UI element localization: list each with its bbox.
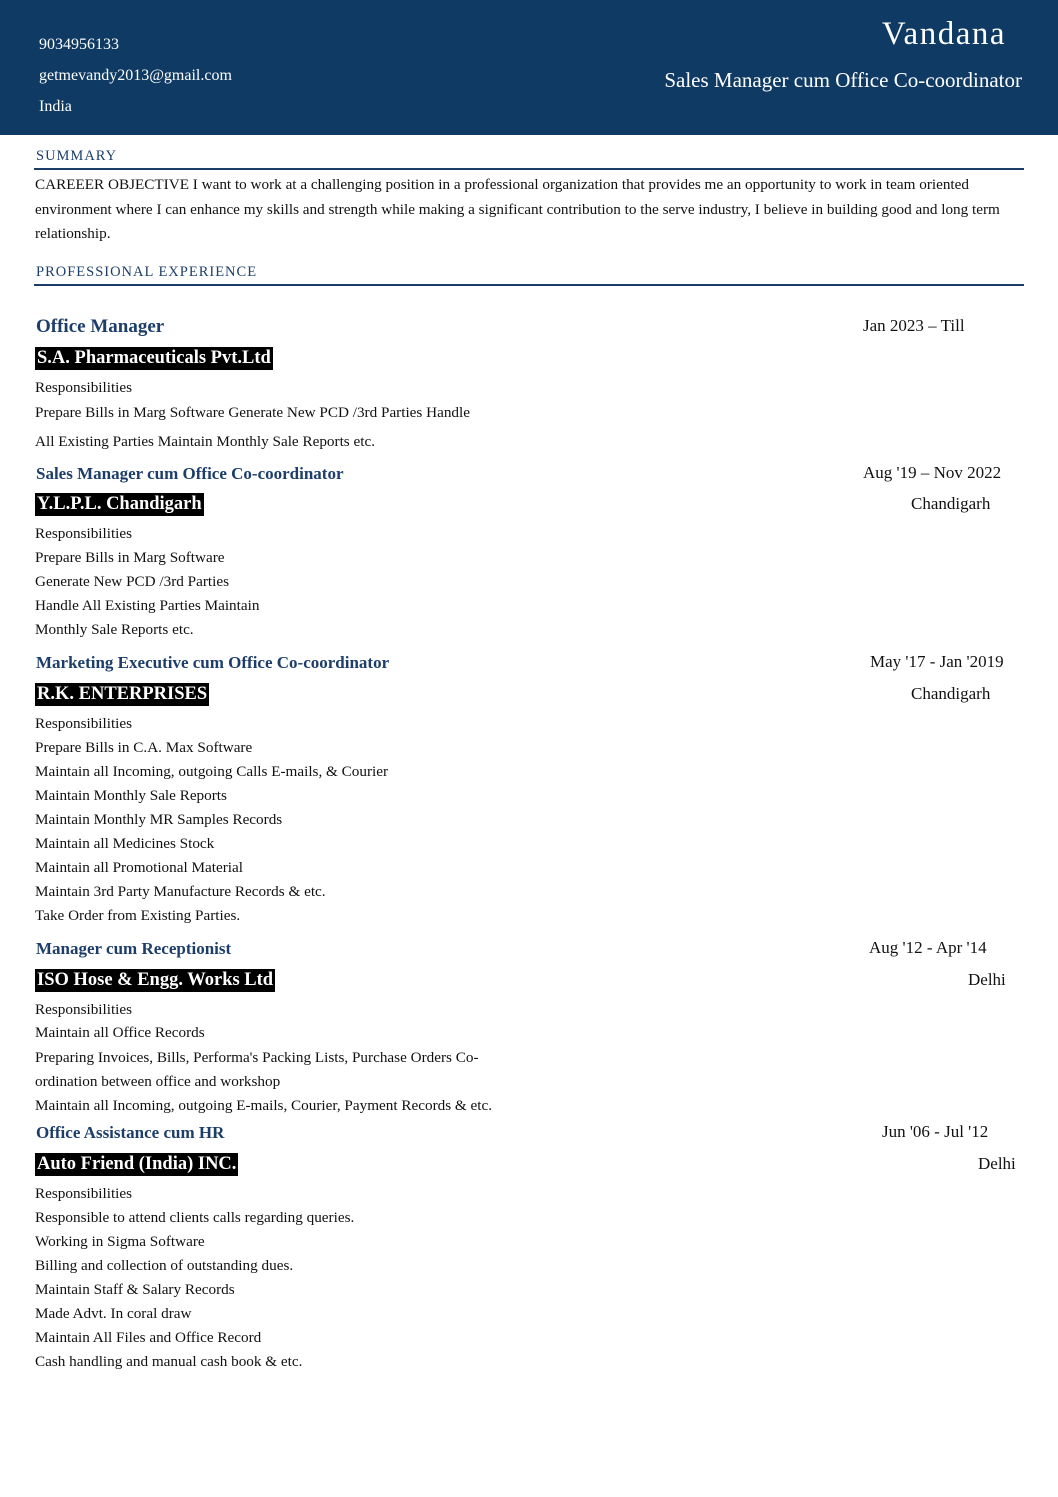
job-line: Handle All Existing Parties Maintain <box>35 597 260 614</box>
job-dates: Aug '19 – Nov 2022 <box>863 463 1002 482</box>
experience-divider <box>34 284 1024 286</box>
job-line: Responsibilities <box>35 1185 133 1202</box>
job-line: Cash handling and manual cash book & etc. <box>35 1353 303 1370</box>
company-name: ISO Hose & Engg. Works Ltd <box>37 970 274 990</box>
job-title: Marketing Executive cum Office Co-coordinator <box>36 653 390 672</box>
job-location: Delhi <box>978 1154 1016 1173</box>
candidate-role: Sales Manager cum Office Co-coordinator <box>664 68 1022 92</box>
job-dates: Jun '06 - Jul '12 <box>882 1122 989 1141</box>
summary-divider <box>34 168 1024 170</box>
job-line: Monthly Sale Reports etc. <box>35 621 194 638</box>
experience-heading: PROFESSIONAL EXPERIENCE <box>36 264 258 280</box>
job-line: Maintain all Incoming, outgoing Calls E-mails, & Courier <box>35 763 389 780</box>
job-line: Prepare Bills in Marg Software <box>35 549 225 566</box>
job-line: Maintain All Files and Office Record <box>35 1329 262 1346</box>
candidate-name: Vandana <box>881 16 1006 52</box>
email-address: getmevandy2013@gmail.com <box>39 67 232 84</box>
job-line: Responsibilities <box>35 379 133 396</box>
job-dates: Aug '12 - Apr '14 <box>869 938 987 957</box>
job-line: All Existing Parties Maintain Monthly Sale Reports etc. <box>35 433 375 450</box>
resume-header <box>0 0 1058 135</box>
job-title: Manager cum Receptionist <box>36 939 232 958</box>
job-line: Responsibilities <box>35 715 133 732</box>
job-title: Office Assistance cum HR <box>36 1123 225 1142</box>
job-line: Preparing Invoices, Bills, Performa's Packing Lists, Purchase Orders Co- <box>35 1049 479 1066</box>
job-line: Maintain 3rd Party Manufacture Records & etc. <box>35 883 326 900</box>
job-line: Billing and collection of outstanding dues. <box>35 1257 294 1274</box>
company-name: R.K. ENTERPRISES <box>37 684 208 704</box>
job-dates: May '17 - Jan '2019 <box>870 652 1004 671</box>
job-line: Responsible to attend clients calls regarding queries. <box>35 1209 355 1226</box>
job-location: Delhi <box>968 970 1006 989</box>
job-line: ordination between office and workshop <box>35 1073 281 1090</box>
summary-heading: SUMMARY <box>36 148 118 164</box>
job-line: Maintain all Promotional Material <box>35 859 243 876</box>
job-dates: Jan 2023 – Till <box>863 316 965 335</box>
job-title: Office Manager <box>36 316 165 337</box>
phone-number: 9034956133 <box>39 36 119 53</box>
job-line: Prepare Bills in Marg Software Generate New PCD /3rd Parties Handle <box>35 404 470 421</box>
job-location: Chandigarh <box>911 494 991 513</box>
summary-text: CAREEER OBJECTIVE I want to work at a challenging position in a professional organization that provides me an opportunity to work in team oriented environment where I can enhance my skills and strength while making a significant contribution to the serve industry, I believe in building good and long term relationship. <box>35 176 1000 242</box>
job-line: Generate New PCD /3rd Parties <box>35 573 230 590</box>
job-line: Working in Sigma Software <box>35 1233 205 1250</box>
job-title: Sales Manager cum Office Co-coordinator <box>36 464 344 483</box>
job-line: Maintain all Medicines Stock <box>35 835 215 852</box>
job-line: Responsibilities <box>35 525 133 542</box>
job-line: Maintain Monthly MR Samples Records <box>35 811 283 828</box>
job-line: Maintain Monthly Sale Reports <box>35 787 227 804</box>
job-line: Prepare Bills in C.A. Max Software <box>35 739 253 756</box>
job-line: Maintain all Office Records <box>35 1024 205 1041</box>
job-location: Chandigarh <box>911 684 991 703</box>
job-line: Maintain Staff & Salary Records <box>35 1281 235 1298</box>
job-line: Take Order from Existing Parties. <box>35 907 241 924</box>
job-line: Made Advt. In coral draw <box>35 1305 192 1322</box>
country: India <box>39 98 72 115</box>
job-line: Responsibilities <box>35 1001 133 1018</box>
company-name: Auto Friend (India) INC. <box>37 1154 237 1174</box>
company-name: Y.L.P.L. Chandigarh <box>37 494 202 514</box>
company-name: S.A. Pharmaceuticals Pvt.Ltd <box>37 348 271 368</box>
job-line: Maintain all Incoming, outgoing E-mails, Courier, Payment Records & etc. <box>35 1097 493 1114</box>
